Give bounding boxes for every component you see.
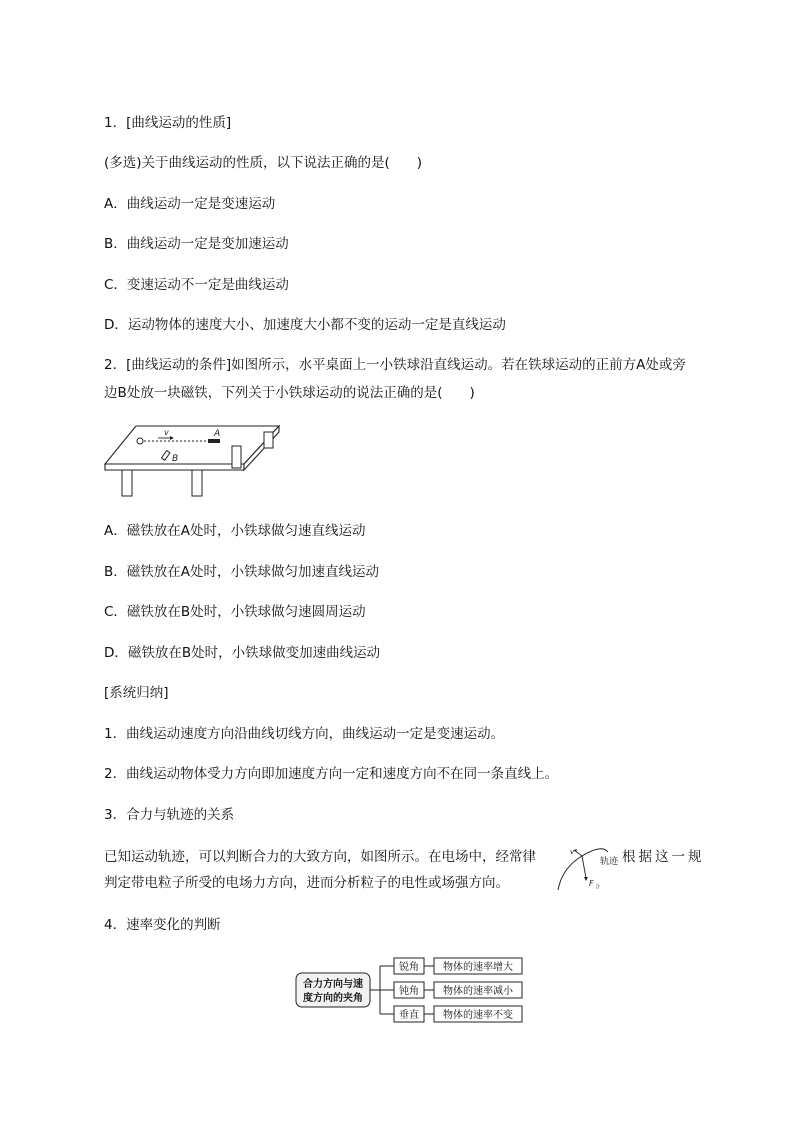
diagram-angle-perpendicular: 垂直	[399, 1010, 419, 1021]
label-a: A	[214, 429, 221, 439]
iron-ball	[137, 438, 143, 444]
diagram-root-line1: 合力方向与速	[303, 979, 363, 990]
table-leg-front-left	[122, 470, 132, 496]
label-v: v	[164, 428, 169, 437]
speed-change-diagram	[294, 956, 526, 1026]
traj-label-v: v	[570, 848, 575, 856]
q2-stem-line1: 2．[曲线运动的条件]如图所示，水平桌面上一小铁球沿直线运动。若在铁球运动的正前方A处或旁	[104, 357, 686, 373]
traj-label-f-sub: 合	[595, 884, 601, 890]
q2-stem-line2: 边B处放一块磁铁，下列关于小铁球运动的说法正确的是( )	[104, 385, 475, 401]
diagram-result-decrease: 物体的速率减小	[443, 986, 513, 997]
table-edge	[105, 464, 244, 470]
table-leg-front-right	[192, 470, 202, 496]
summary-heading: [系统归纳]	[104, 685, 169, 701]
magnet-a	[208, 439, 220, 443]
q1-option-a: A．曲线运动一定是变速运动	[104, 196, 276, 212]
diagram-root-line2: 度方向的夹角	[303, 993, 363, 1004]
traj-label-track: 轨迹	[600, 857, 619, 867]
summary-point-3: 3．合力与轨迹的关系	[104, 807, 235, 823]
diagram-angle-obtuse: 钝角	[399, 986, 419, 997]
q2-option-d: D．磁铁放在B处时，小铁球做变加速曲线运动	[104, 645, 381, 661]
q2-option-c: C．磁铁放在B处时，小铁球做匀速圆周运动	[104, 604, 366, 620]
q1-option-c: C．变速运动不一定是曲线运动	[104, 277, 289, 293]
table-leg-back-right	[232, 446, 241, 468]
summary-point-1: 1．曲线运动速度方向沿曲线切线方向，曲线运动一定是变速运动。	[104, 726, 505, 742]
summary-point-3-body-right: 根据这一规	[622, 849, 705, 865]
summary-point-2: 2．曲线运动物体受力方向即加速度方向一定和速度方向不在同一条直线上。	[104, 766, 559, 782]
q2-option-a: A．磁铁放在A处时，小铁球做匀速直线运动	[104, 523, 366, 539]
table-leg-back-far	[264, 432, 273, 448]
trajectory-curve	[558, 849, 608, 890]
summary-point-4: 4．速率变化的判断	[104, 917, 221, 933]
summary-point-3-body: 已知运动轨迹，可以判断合力的大致方向，如图所示。在电场中，经常律判定带电粒子所受的电场力方向，进而分析粒子的电性或场强方向。	[104, 849, 536, 891]
diagram-result-increase: 物体的速率增大	[443, 962, 513, 973]
q1-heading: 1．[曲线运动的性质]	[104, 115, 232, 131]
q1-option-d: D．运动物体的速度大小、加速度大小都不变的运动一定是直线运动	[104, 317, 506, 333]
q1-option-b: B．曲线运动一定是变加速运动	[104, 236, 289, 252]
diagram-result-unchanged: 物体的速率不变	[443, 1010, 513, 1021]
diagram-angle-acute: 锐角	[399, 962, 419, 973]
force-arrow	[584, 877, 588, 881]
q1-stem: (多选)关于曲线运动的性质，以下说法正确的是( )	[104, 155, 423, 171]
table-figure	[104, 424, 284, 500]
label-b: B	[172, 454, 179, 464]
trajectory-figure	[556, 846, 622, 892]
traj-label-f: F	[589, 879, 594, 888]
q2-option-b: B．磁铁放在A处时，小铁球做匀加速直线运动	[104, 564, 379, 580]
